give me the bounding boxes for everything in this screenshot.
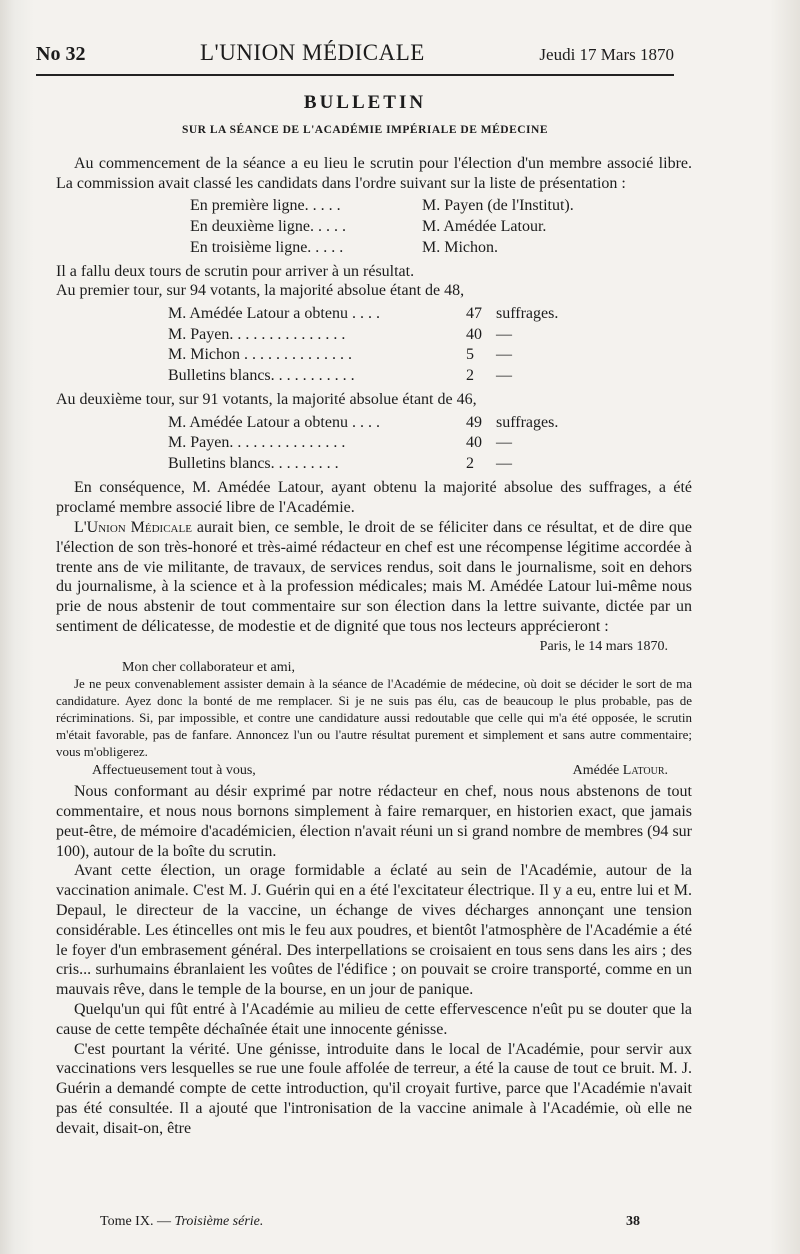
intro-paragraph: Au commencement de la séance a eu lieu le scrutin pour l'élection d'un membre associé libre. La commission avait classé les candidats dans l'ordre suivant sur la liste de présentation : [56,155,692,192]
candidate-rank: En première ligne. . . . . [190,196,341,214]
vote-name: M. Amédée Latour a obtenu . . . . [168,305,380,323]
vote-count: 49 [466,413,482,431]
vote-name: M. Michon . . . . . . . . . . . . . . [168,346,352,364]
candidate-name: M. Payen (de l'Institut). [422,196,574,214]
two-rounds-paragraph: Il a fallu deux tours de scrutin pour arriver à un résultat. [56,262,415,280]
round1-intro: Au premier tour, sur 94 votants, la majorité absolue étant de 48, [56,282,465,300]
round2-intro: Au deuxième tour, sur 91 votants, la majorité absolue étant de 46, [56,391,477,409]
vote-unit: suffrages. [496,413,559,431]
candidate-name: M. Michon. [422,238,498,256]
round2-results [168,413,558,475]
paragraph-storm: Avant cette élection, un orage formidable a éclaté au sein de l'Académie, autour de la vaccination animale. C'est M. J. Guérin qui en a été l'excitateur électrique. Il y a eu, entre lui et M. Depaul, le directeur de la vaccine, un échange de vives décharges annonçant une tension considérable. Les étincelles ont mis le feu aux poudres, et bientôt l'atmosphère de l'Académie a été le foyer d'un embrasement général. Des interpellations se croisaient en tous sens dans les airs ; des cris... surhumains ébranlaient les voûtes de l'édifice ; on pouvait se croire transporté, comme en un mauvais rêve, dans le temple de la bourse, en un jour de panique. [56,862,692,999]
table-row [168,345,558,366]
vote-unit: — [496,346,512,364]
letter-salutation: Mon cher collaborateur et ami, [122,659,295,675]
vote-count: 5 [466,346,474,364]
vote-count: 47 [466,305,482,323]
vote-unit: suffrages. [496,305,559,323]
round1-results [168,304,558,386]
page-header [36,40,674,76]
issue-date: Jeudi 17 Mars 1870 [539,45,674,64]
vote-name: M. Payen. . . . . . . . . . . . . . . [168,325,346,343]
letter-place-date: Paris, le 14 mars 1870. [539,638,668,654]
letter-closing: Affectueusement tout à vous, [92,763,256,779]
footer-volume [100,1214,263,1230]
vote-count: 40 [466,434,482,452]
vote-unit: — [496,454,512,472]
letter-body: Je ne peux convenablement assister demain à la séance de l'Académie de médecine, où doit se décider le sort de ma candidature. Ayez donc la bonté de me remplacer. Si je ne suis pas élu, cas de beaucoup le plus probable, pas de récriminations. Si, par impossible, et contre une candidature aussi redoutable que celle qui m'a été opposée, le scrutin m'était favorable, pas de fanfare. Annoncez l'un ou l'autre résultat purement et simplement et sans autre commentaire; vous m'obligerez. [56,676,692,759]
consequence-paragraph: En conséquence, M. Amédée Latour, ayant obtenu la majorité absolue des suffrages, a été proclamé membre associé libre de l'Académie. [56,479,692,517]
table-row [168,413,558,434]
candidate-rank: En troisième ligne. . . . . [190,238,344,256]
vote-name: M. Amédée Latour a obtenu . . . . [168,413,380,431]
article-body [56,154,692,1139]
signature-first: Amédée [572,763,620,779]
footer-series: Troisième série. [174,1214,264,1229]
paragraph-abstention: Nous conformant au désir exprimé par notre rédacteur en chef, nous nous abstenons de tout commentaire, et nous nous bornons simplement à faire remarquer, en historien exact, que jamais peut-être, de mémoire d'académicien, élection n'avait réuni un si grand nombre de membres (94 sur 100), autour de la boîte du scrutin. [56,783,692,860]
list-item [190,195,574,216]
page-footer [100,1214,640,1230]
journal-title: L'UNION MÉDICALE [200,40,425,65]
table-row [168,454,558,475]
list-item [190,216,574,237]
vote-count: 40 [466,325,482,343]
vote-unit: — [496,325,512,343]
candidate-rank: En deuxième ligne. . . . . [190,217,346,235]
letter-signoff [92,763,668,780]
paragraph-heifer: Quelqu'un qui fût entré à l'Académie au milieu de cette effervescence n'eût pu se douter que la cause de cette tempête déchaînée était une innocente génisse. [56,1001,692,1038]
table-row [168,366,558,387]
letter-block [56,639,692,780]
candidate-name: M. Amédée Latour. [422,217,547,235]
vote-unit: — [496,366,512,384]
union-paragraph [56,518,692,637]
table-row [168,304,558,325]
vote-unit: — [496,434,512,452]
journal-name-inline: L'Union Médicale [74,519,192,537]
list-item [190,237,574,258]
vote-name: M. Payen. . . . . . . . . . . . . . . [168,434,346,452]
vote-name: Bulletins blancs. . . . . . . . . . . [168,366,355,384]
candidates-list [190,195,574,258]
vote-count: 2 [466,454,474,472]
footer-tome: Tome IX. — [100,1214,171,1229]
letter-signature [573,763,668,780]
bulletin-title: BULLETIN [303,92,427,113]
page-number: 38 [626,1214,640,1229]
issue-number: No 32 [36,43,86,65]
signature-last: Latour. [622,763,668,779]
bulletin-subtitle: SUR LA SÉANCE DE L'ACADÉMIE IMPÉRIALE DE MÉDECINE [181,124,549,136]
vote-count: 2 [466,366,474,384]
table-row [168,433,558,454]
union-paragraph-text: aurait bien, ce semble, le droit de se féliciter dans ce résultat, et de dire que l'élection de son très-honoré et très-aimé rédacteur en chef est une récompense légitime accordée à trente ans de vie militante, de travaux, de services rendus, soit dans le journalisme, soit en dehors du journalisme, à la science et à la profession médicales; mais M. Amédée Latour lui-même nous prie de nous abstenir de tout commentaire sur son élection dans la lettre suivante, dictée par un sentiment de délicatesse, de modestie et de dignité que tous nos lecteurs apprécieront : [56,519,693,636]
table-row [168,325,558,346]
vote-name: Bulletins blancs. . . . . . . . . [168,454,339,472]
paragraph-truth: C'est pourtant la vérité. Une génisse, introduite dans le local de l'Académie, pour servir aux vaccinations vers lesquelles se rue une foule affolée de terreur, a été la cause de tout ce bruit. M. J. Guérin a demandé compte de cette introduction, qu'il croyait furtive, parce que l'Académie n'avait pas été consultée. Il a ajouté que l'intronisation de la vaccine animale à l'Académie, où elle ne devait, disait-on, être [56,1040,692,1137]
